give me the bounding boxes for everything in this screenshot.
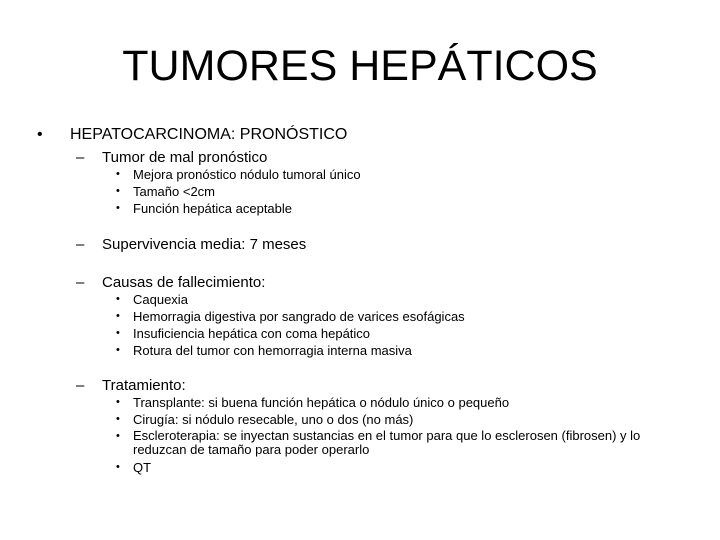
sub-item: Transplante: si buena función hepática o nódulo único o pequeño — [133, 395, 510, 410]
sub-bullet: • — [116, 168, 120, 180]
sub-item: Caquexia — [133, 292, 188, 307]
section-text: Supervivencia media: 7 meses — [102, 236, 307, 253]
sub-bullet: • — [116, 327, 120, 339]
section-text: Tumor de mal pronóstico — [102, 149, 268, 166]
sub-bullet: • — [116, 413, 120, 425]
sub-bullet: • — [116, 344, 120, 356]
sub-bullet: • — [116, 202, 120, 214]
sub-item: QT — [133, 460, 152, 475]
slide-title: TUMORES HEPÁTICOS — [122, 42, 598, 90]
heading-text: HEPATOCARCINOMA: PRONÓSTICO — [70, 126, 348, 143]
section-dash: – — [76, 274, 85, 291]
section-dash: – — [76, 149, 85, 166]
section-text: Causas de fallecimiento: — [102, 274, 266, 291]
section-text: Tratamiento: — [102, 377, 186, 394]
sub-bullet: • — [116, 430, 120, 442]
heading-bullet: • — [37, 126, 43, 143]
sub-item: Tamaño <2cm — [133, 184, 216, 199]
sub-item: Insuficiencia hepática con coma hepático — [133, 326, 371, 341]
sub-bullet: • — [116, 293, 120, 305]
section-dash: – — [76, 236, 85, 253]
sub-item: Mejora pronóstico nódulo tumoral único — [133, 167, 361, 182]
sub-bullet: • — [116, 396, 120, 408]
sub-item: Hemorragia digestiva por sangrado de varices esofágicas — [133, 309, 465, 324]
sub-item: Función hepática aceptable — [133, 201, 293, 216]
sub-item: Escleroterapia: se inyectan sustancias en el tumor para que lo esclerosen (fibrosen) y lo reduzcan de tamaño para poder operarlo — [133, 428, 641, 457]
sub-bullet: • — [116, 185, 120, 197]
sub-item: Cirugía: si nódulo resecable, uno o dos (no más) — [133, 412, 414, 427]
sub-item: Rotura del tumor con hemorragia interna masiva — [133, 343, 412, 358]
section-dash: – — [76, 377, 85, 394]
sub-bullet: • — [116, 310, 120, 322]
sub-bullet: • — [116, 461, 120, 473]
